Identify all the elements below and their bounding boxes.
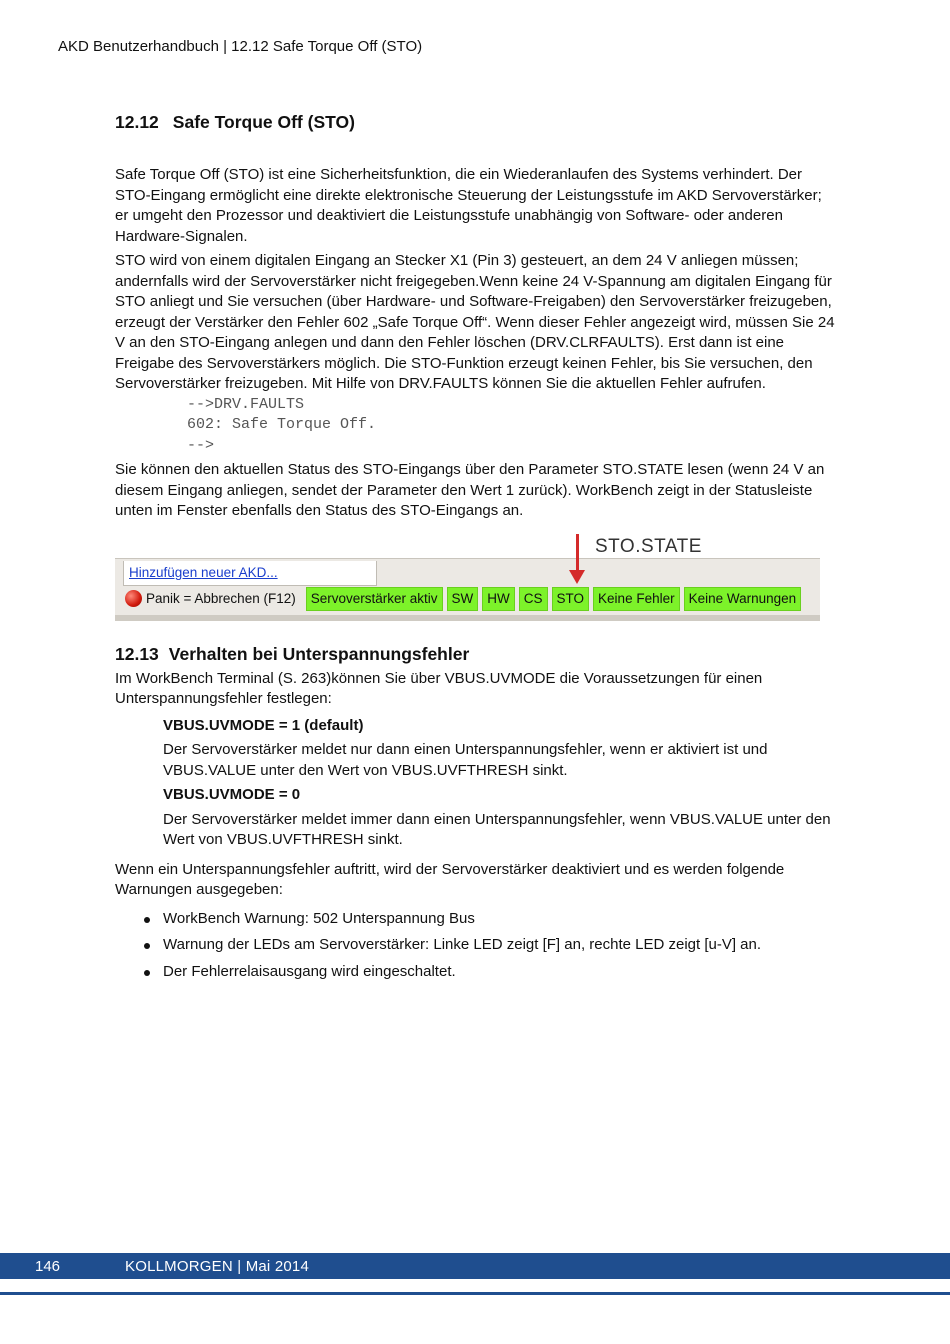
arrow-head-icon <box>569 570 585 584</box>
page-content <box>115 112 835 988</box>
definition-term: VBUS.UVMODE = 0 <box>163 786 301 803</box>
paragraph-sto-input: STO wird von einem digitalen Eingang an Stecker X1 (Pin 3) gesteuert, an dem 24 V anliegen müssen; andernfalls wird der Servoverstärker nicht freigegeben.Wenn keine 24 V-Spannung am digitalen Eingang für STO anliegt und Sie versuchen (über Hardware- und Software-Freigaben) den Servoverstärker freizugeben, erzeugt der Verstärker den Fehler 602 „Safe Torque Off“. Wenn dieser Fehler angezeigt wird, müssen Sie 24 V an den STO-Eingang anlegen und dann den Fehler löschen (DRV.CLRFAULTS). Erst dann ist eine Freigabe des Servoverstärkers möglich. Die STO-Funktion erzeugt keinen Fehler, bis Sie versuchen, den Servoverstärker freizugeben. Mit Hilfe von DRV.FAULTS können Sie die aktuellen Fehler aufrufen. <box>115 252 835 392</box>
status-chip-hw: HW <box>482 587 515 611</box>
paragraph-uv-intro: Im WorkBench Terminal (S. 263)können Sie über VBUS.UVMODE die Voraussetzungen für einen Unterspannungsfehler festlegen: <box>115 669 763 707</box>
status-chip-cs: CS <box>519 587 548 611</box>
code-line: -->DRV.FAULTS <box>187 395 305 413</box>
sto-state-annotation: STO.STATE <box>595 535 702 557</box>
list-item-text: Warnung der LEDs am Servoverstärker: Linke LED zeigt [F] an, rechte LED zeigt [u-V] an. <box>163 936 762 953</box>
status-chip-sto: STO <box>552 587 590 611</box>
status-chip-drive-active: Servoverstärker aktiv <box>306 587 443 611</box>
stop-icon <box>125 590 142 607</box>
bullet-icon <box>144 970 150 976</box>
footer-rule <box>0 1292 950 1295</box>
list-item <box>115 909 835 930</box>
list-item <box>115 962 835 983</box>
section-number: 12.12 <box>115 112 159 132</box>
running-header: AKD Benutzerhandbuch | 12.12 Safe Torque Off (STO) <box>58 38 423 55</box>
link-panel <box>123 561 377 586</box>
bullet-icon <box>144 917 150 923</box>
add-akd-link[interactable]: Hinzufügen neuer AKD... <box>129 564 278 580</box>
section-heading-12-13 <box>115 644 835 665</box>
page-number: 146 <box>35 1258 61 1275</box>
panic-button[interactable] <box>123 588 302 609</box>
status-bar <box>115 558 820 621</box>
code-block <box>115 395 835 457</box>
list-item-text: WorkBench Warnung: 502 Unterspannung Bus <box>163 909 475 927</box>
section-number: 12.13 <box>115 643 159 664</box>
paragraph-sto-intro: Safe Torque Off (STO) ist eine Sicherheitsfunktion, die ein Wiederanlaufen des Systems verhindert. Der STO-Eingang ermöglicht eine direkte elektronische Steuerung der Leistungsstufe im AKD Servoverstärker; er umgeht den Prozessor und deaktiviert die Leistungsstufe unabhängig von Software- oder anderen Hardware-Signalen. <box>115 166 822 245</box>
paragraph-sto-state: Sie können den aktuellen Status des STO-Eingangs über den Parameter STO.STATE lesen (wenn 24 V an diesem Eingang anliegen, sendet der Parameter den Wert 1 zurück). WorkBench zeigt in der Statusleiste unten im Fenster ebenfalls den Status des STO-Eingangs an. <box>115 461 825 519</box>
section-heading-12-12 <box>115 112 835 133</box>
status-chip-no-warnings: Keine Warnungen <box>684 587 802 611</box>
workbench-statusbar-figure <box>115 534 820 620</box>
code-line: 602: Safe Torque Off. <box>187 416 377 433</box>
bullet-icon <box>144 943 150 949</box>
panic-label: Panik = Abbrechen (F12) <box>146 591 296 606</box>
status-chip-row <box>123 587 801 611</box>
arrow-down-icon <box>576 534 579 574</box>
definition-term: VBUS.UVMODE = 1 (default) <box>163 716 364 734</box>
paragraph-uv-warnings: Wenn ein Unterspannungsfehler auftritt, wird der Servoverstärker deaktiviert und es werden folgende Warnungen ausgegeben: <box>115 860 785 898</box>
list-item <box>115 935 835 956</box>
code-line: --> <box>187 436 215 454</box>
footer-bar <box>0 1253 950 1279</box>
list-item-text: Der Fehlerrelaisausgang wird eingeschaltet. <box>163 962 456 980</box>
warning-list <box>115 909 835 983</box>
footer-text: KOLLMORGEN | Mai 2014 <box>125 1258 309 1275</box>
definition-list <box>115 716 835 851</box>
status-chip-no-faults: Keine Fehler <box>593 587 680 611</box>
definition-text: Der Servoverstärker meldet nur dann einen Unterspannungsfehler, wenn er aktiviert ist und VBUS.VALUE unter den Wert von VBUS.UVFTHRESH sinkt. <box>163 741 768 779</box>
section-title: Verhalten bei Unterspannungsfehler <box>168 643 470 664</box>
section-title: Safe Torque Off (STO) <box>172 112 355 132</box>
status-bar-edge <box>115 615 820 621</box>
status-chip-sw: SW <box>447 587 479 611</box>
definition-text: Der Servoverstärker meldet immer dann einen Unterspannungsfehler, wenn VBUS.VALUE unter den Wert von VBUS.UVFTHRESH sinkt. <box>163 810 831 848</box>
